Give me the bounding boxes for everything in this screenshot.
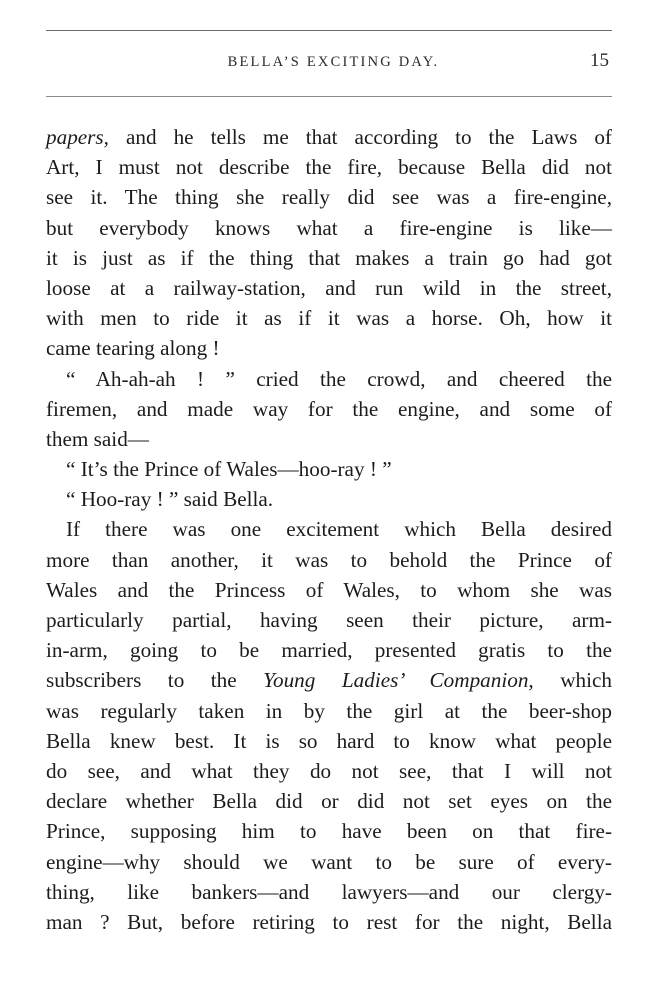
text-line [46, 394, 612, 424]
page-number: 15 [590, 50, 609, 71]
text-line [46, 575, 612, 605]
text-run: and he tells me that according to the Laws of [108, 125, 612, 149]
text-run: came tearing along ! [46, 336, 220, 361]
text-run: man ? But, before retiring to rest for the night, Bella [46, 909, 612, 934]
text-run: more than another, it was to behold the Prince of [46, 547, 612, 572]
text-run: declare whether Bella did or did not set eyes on the [46, 789, 612, 814]
text-line [46, 333, 612, 363]
header-rule [46, 96, 612, 97]
text-line [46, 877, 612, 907]
text-line [46, 273, 612, 303]
text-run: Wales and the Princess of Wales, to whom she was [46, 577, 612, 602]
text-run: “ It’s the Prince of Wales—hoo-ray ! ” [66, 457, 392, 482]
text-line [46, 364, 612, 394]
text-line [46, 816, 612, 846]
text-line [46, 514, 612, 544]
text-line [46, 182, 612, 212]
text-run: which [533, 668, 612, 693]
text-run: thing, like bankers—and lawyers—and our clergy- [46, 879, 612, 904]
text-run: Art, I must not describe the fire, because Bella did not [46, 155, 612, 180]
text-line [46, 122, 612, 152]
text-line [46, 484, 612, 514]
text-line [46, 847, 612, 877]
text-run: it is just as if the thing that makes a train go had got [46, 245, 612, 270]
text-run: do see, and what they do not see, that I will not [46, 758, 612, 783]
text-line [46, 152, 612, 182]
text-line [46, 213, 612, 243]
text-line [46, 726, 612, 756]
text-run: in-arm, going to be married, presented gratis to the [46, 638, 612, 663]
text-run: “ Hoo-ray ! ” said Bella. [66, 487, 274, 512]
text-line [46, 665, 612, 695]
text-run: “ Ah-ah-ah ! ” cried the crowd, and cheered the [66, 366, 612, 391]
text-line [46, 696, 612, 726]
text-run: If there was one excitement which Bella desired [66, 517, 612, 542]
top-rule [46, 30, 612, 31]
text-run: see it. The thing she really did see was a fire-engine, [46, 185, 612, 210]
text-run: loose at a railway-station, and run wild in the street, [46, 275, 612, 300]
italic-text: papers, [46, 125, 109, 149]
running-title: BELLA’S EXCITING DAY. [227, 54, 440, 70]
text-run: subscribers to the [46, 668, 264, 693]
text-run: engine—why should we want to be sure of every- [46, 849, 612, 874]
text-run: with men to ride it as if it was a horse. Oh, how it [46, 306, 612, 331]
text-line [46, 424, 612, 454]
body-text [46, 122, 612, 937]
text-line [46, 545, 612, 575]
text-line [46, 605, 612, 635]
italic-text: Young Ladies’ Companion, [263, 668, 534, 693]
text-line [46, 454, 612, 484]
text-line [46, 756, 612, 786]
text-run: firemen, and made way for the engine, and some of [46, 396, 612, 421]
text-line [46, 243, 612, 273]
text-line [46, 303, 612, 333]
text-line [46, 635, 612, 665]
text-run: was regularly taken in by the girl at the beer-shop [46, 698, 612, 723]
text-run: but everybody knows what a fire-engine is like— [46, 215, 612, 240]
text-run: Bella knew best. It is so hard to know what people [46, 728, 612, 753]
text-line [46, 907, 612, 937]
text-run: them said— [46, 426, 149, 451]
text-run: particularly partial, having seen their picture, arm- [46, 608, 612, 632]
text-line [46, 786, 612, 816]
text-run: Prince, supposing him to have been on that fire- [46, 819, 612, 844]
